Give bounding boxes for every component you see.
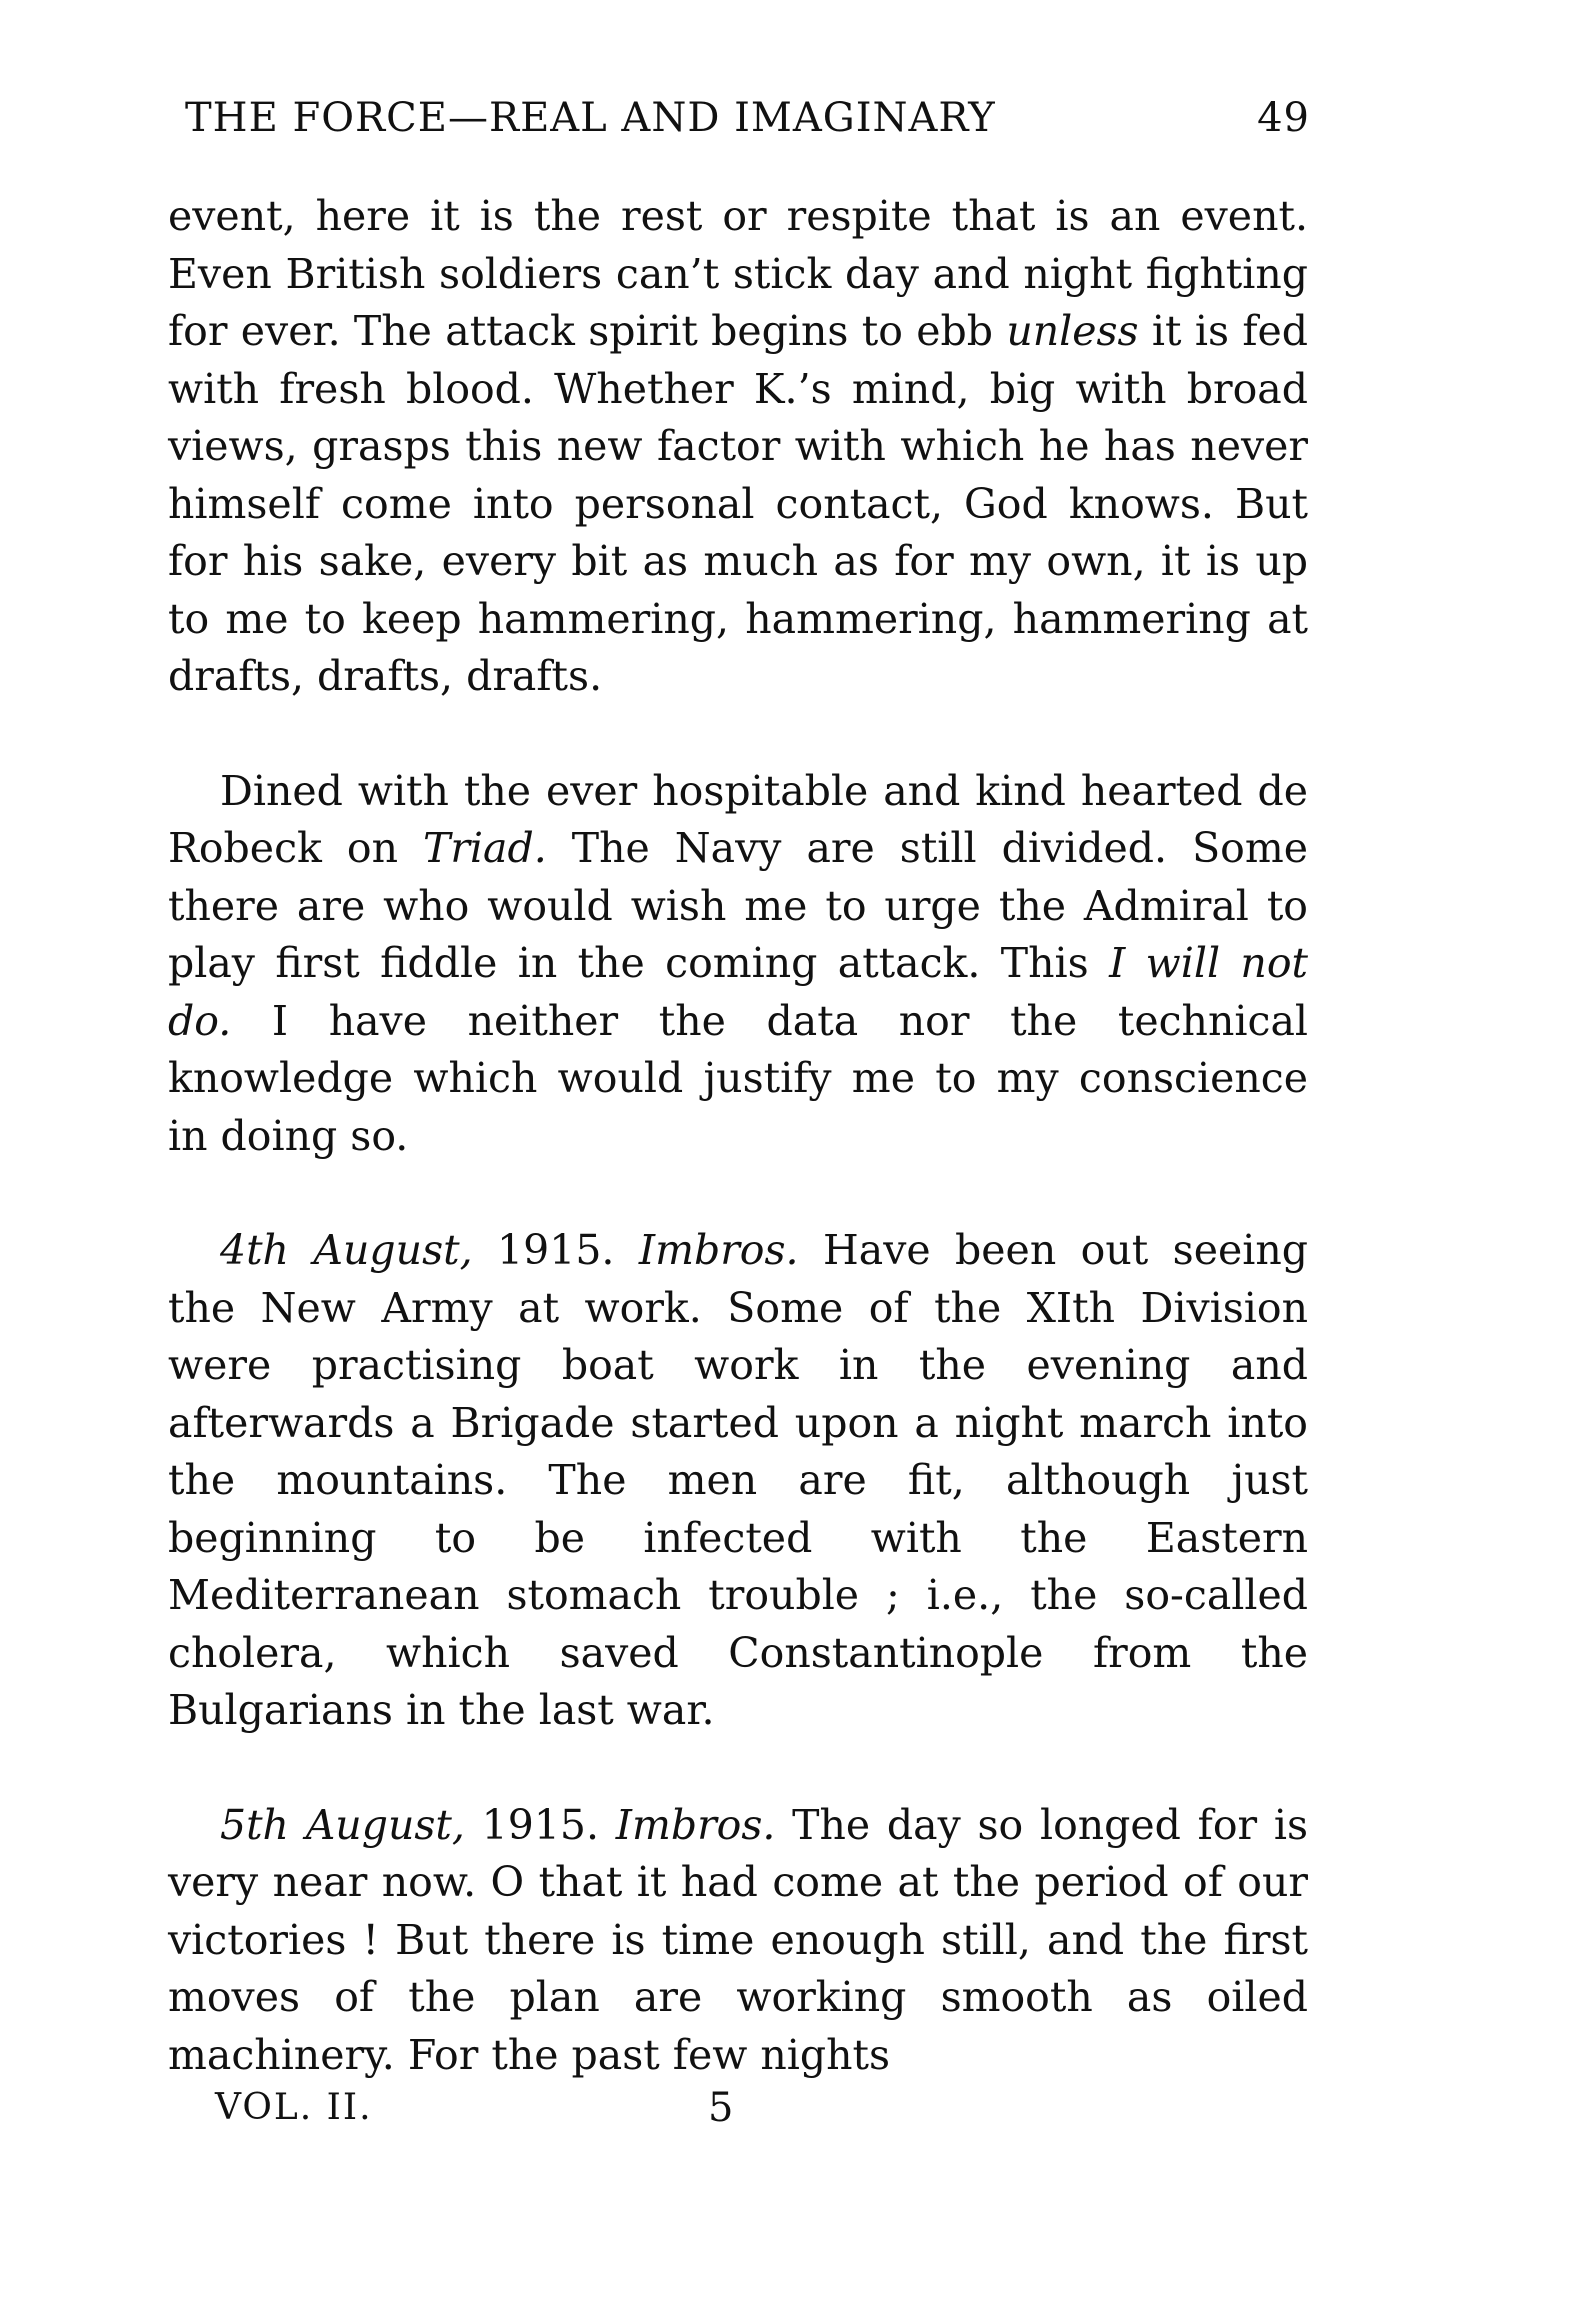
paragraph-de-robeck [168,763,1308,1166]
entry-date: 4th August, [220,1226,473,1274]
page-footer [215,2078,815,2138]
text-run: Have been out seeing the New Army at work. Some of the XIth Division were practising boat work in the evening and afterwards a Brigade started upon a night march into the mountains. The men are fit, although just beginning to be infected with the Eastern Mediterranean stomach trouble ; i.e., the so-called cholera, which saved Constantinople from the Bulgarians in the last war. [168,1226,1308,1734]
text-run: Dined with the ever hospitable and kind hearted de Robeck on [168,766,1308,872]
entry-date: 5th August, [220,1800,465,1849]
running-head-title: THE FORCE—REAL AND IMAGINARY [185,95,996,141]
diary-entry-5th-august [168,1797,1308,2085]
text-run: The Navy are still divided. Some there are who would wish me to urge the Admiral to play first fiddle in the coming attack. This [168,824,1308,987]
entry-place: Imbros. [638,1226,799,1274]
italic-run: I will not do. [168,939,1308,1045]
text-run: it is fed with fresh blood. Whether K.’s mind, big with broad views, grasps this new factor with which he has never himself come into personal contact, God knows. But for his sake, every bit as much as for my own, it is up to me to keep hammering, hammering, hammering at drafts, drafts, drafts. [168,307,1308,700]
italic-run: Triad. [422,824,547,872]
entry-place: Imbros. [615,1800,776,1849]
text-run: 1915. [472,1226,639,1274]
text-run: I have neither the data nor the technical knowledge which would justify me to my conscience in doing so. [168,996,1308,1160]
page-number: 49 [1257,95,1310,141]
diary-entry-4th-august [168,1222,1308,1740]
volume-label: VOL. II. [215,2087,373,2128]
body-text [168,188,1308,2084]
text-run: The day so longed for is very near now. O that it had come at the period of our victories ! But there is time enough still, and the first moves of the plan are working smooth as oiled machinery. For the past few nights [168,1800,1308,2079]
running-head [185,88,1310,148]
italic-run: unless [1006,307,1139,355]
text-run: event, here it is the rest or respite that is an event. Even British soldiers can’t stick day and night fighting for ever. The attack spirit begins to ebb [168,192,1308,355]
text-run: 1915. [464,1800,616,1849]
signature-mark: 5 [708,2085,734,2131]
paragraph-continued [168,188,1308,706]
